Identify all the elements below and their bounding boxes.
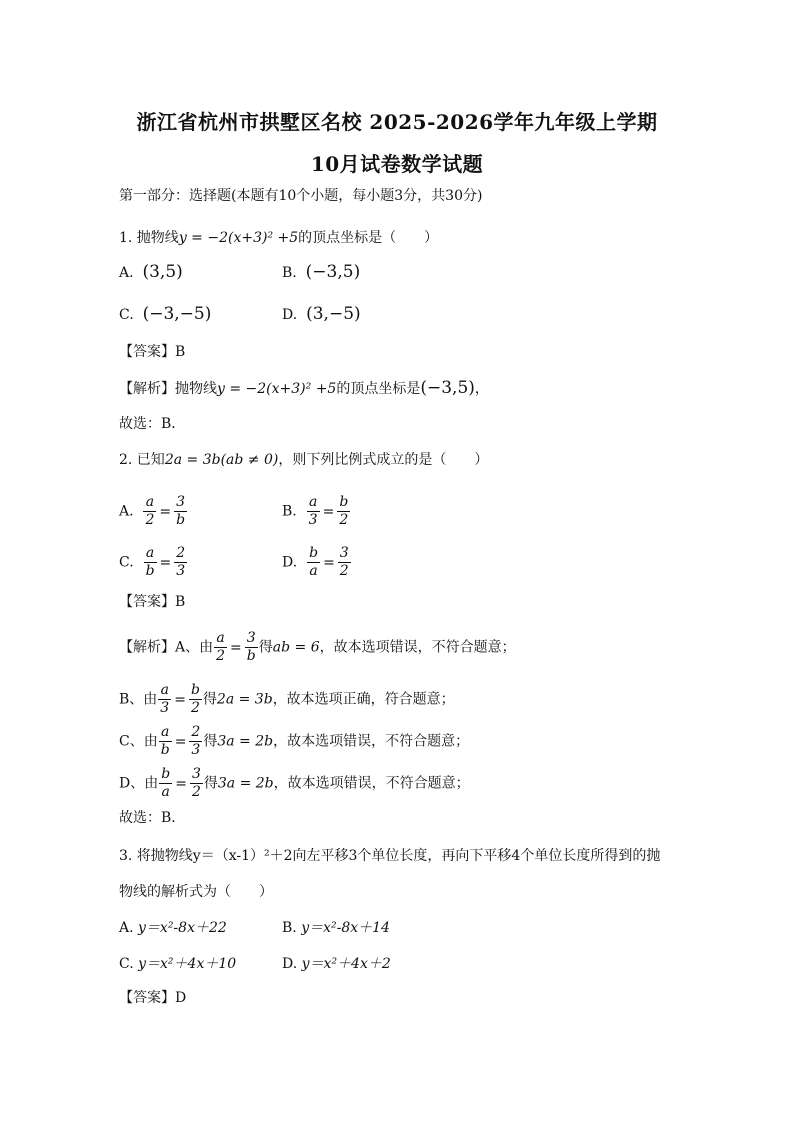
q2-conclusion: 故选：B． xyxy=(119,810,186,826)
q2-analysis-c-right-fraction: $\frac{2}{3}$ xyxy=(191,724,201,758)
q2-option-d: D. $\frac{b}{a}$ = $\frac{3}{2}$ xyxy=(282,545,349,579)
q1-option-c-label: C. xyxy=(119,307,134,323)
q2-option-d-left-fraction: $\frac{b}{a}$ xyxy=(309,545,319,579)
q2-analysis-line-b: B、由 $\frac{a}{3}$ = $\frac{b}{2}$ 得2a = 3b，故本选项正确，符合题意； xyxy=(119,682,455,716)
q2-option-c: C. $\frac{a}{b}$ = $\frac{2}{3}$ xyxy=(119,545,186,579)
document-title-line-1: 浙江省杭州市拱墅区名校 2025-2026学年九年级上学期 xyxy=(136,110,658,134)
q2-analysis-d-left-fraction: $\frac{b}{a}$ xyxy=(161,766,171,800)
q3-option-b-value: y＝x²-8x＋14 xyxy=(301,920,390,936)
q1-option-b xyxy=(282,262,360,283)
q2-analysis-line-a: 【解析】A、由 $\frac{a}{2}$ = $\frac{3}{b}$ 得ab = 6，故本选项错误，不符合题意； xyxy=(119,630,516,664)
q3-option-b xyxy=(282,918,390,938)
q1-analysis-prefix: 【解析】抛物线 xyxy=(119,381,217,397)
q2-condition: 2a = 3b(ab ≠ 0) xyxy=(164,452,279,468)
q3-option-c-value: y＝x²＋4x＋10 xyxy=(138,956,237,972)
q1-conclusion: 故选：B． xyxy=(119,416,186,432)
q1-option-c-value: (−3,−5) xyxy=(142,304,212,324)
q1-option-d-label: D. xyxy=(282,307,298,323)
q1-option-c xyxy=(119,304,211,325)
q2-analysis-a-right-fraction: $\frac{3}{b}$ xyxy=(246,630,256,664)
q3-option-d-value: y＝x²＋4x＋2 xyxy=(301,956,391,972)
q2-stem xyxy=(119,450,488,470)
q1-analysis-value: (−3,5) xyxy=(420,378,475,398)
q2-analysis-d-right-fraction: $\frac{3}{2}$ xyxy=(191,766,201,800)
q1-stem xyxy=(119,228,438,248)
q3-option-b-label: B. xyxy=(282,920,297,936)
q1-option-b-value: (−3,5) xyxy=(305,262,361,282)
q3-option-c xyxy=(119,954,236,974)
q1-answer: 【答案】B xyxy=(119,344,186,360)
q1-option-a-label: A. xyxy=(119,265,134,281)
q1-suffix: 的顶点坐标是（ ） xyxy=(298,230,439,246)
q3-stem-line-2: 物线的解析式为（ ） xyxy=(119,884,273,900)
q1-analysis-mid: 的顶点坐标是 xyxy=(336,381,421,397)
q2-analysis-b-right-fraction: $\frac{b}{2}$ xyxy=(190,682,200,716)
q2-option-d-label: D. xyxy=(282,554,298,571)
q2-analysis-a-left-fraction: $\frac{a}{2}$ xyxy=(216,630,226,664)
q2-option-c-label: C. xyxy=(119,554,134,571)
document-title-line-2: 10月试卷数学试题 xyxy=(310,152,484,176)
q2-option-c-left-fraction: $\frac{a}{b}$ xyxy=(145,545,155,579)
q2-suffix: ，则下列比例式成立的是（ ） xyxy=(278,452,489,468)
q2-option-a-left-fraction: $\frac{a}{2}$ xyxy=(145,494,155,528)
q1-analysis-end: ， xyxy=(474,381,489,397)
q2-analysis-c-left-fraction: $\frac{a}{b}$ xyxy=(160,724,170,758)
q2-analysis-line-d: D、由 $\frac{b}{a}$ = $\frac{3}{2}$ 得3a = 2b，故本选项错误，不符合题意； xyxy=(119,766,470,800)
q1-option-d-value: (3,−5) xyxy=(306,304,361,324)
q3-option-a-value: y＝x²-8x＋22 xyxy=(138,920,227,936)
q2-option-d-right-fraction: $\frac{3}{2}$ xyxy=(339,545,349,579)
q2-option-b-label: B. xyxy=(282,503,297,520)
q3-option-d xyxy=(282,954,391,974)
q2-option-b-right-fraction: $\frac{b}{2}$ xyxy=(339,494,349,528)
q3-answer: 【答案】D xyxy=(119,990,187,1006)
q1-analysis xyxy=(119,378,489,399)
q1-option-b-label: B. xyxy=(282,265,297,281)
q2-option-a-right-fraction: $\frac{3}{b}$ xyxy=(176,494,186,528)
q2-analysis-b-left-fraction: $\frac{a}{3}$ xyxy=(160,682,170,716)
q2-option-c-right-fraction: $\frac{2}{3}$ xyxy=(176,545,186,579)
q2-option-b: B. $\frac{a}{3}$ = $\frac{b}{2}$ xyxy=(282,494,349,528)
q1-formula: y = −2(x+3)² +5 xyxy=(178,230,299,246)
q1-option-a-value: (3,5) xyxy=(142,262,183,282)
q3-option-a xyxy=(119,918,227,938)
section-intro: 第一部分：选择题(本题有10个小题，每小题3分，共30分) xyxy=(119,188,483,204)
q2-option-a-label: A. xyxy=(119,503,134,520)
q1-analysis-formula: y = −2(x+3)² +5 xyxy=(217,381,337,397)
q2-prefix: 2. 已知 xyxy=(119,452,165,468)
q3-option-d-label: D. xyxy=(282,956,298,972)
q1-prefix: 1. 抛物线 xyxy=(119,230,179,246)
q2-analysis-line-c: C、由 $\frac{a}{b}$ = $\frac{2}{3}$ 得3a = 2b，故本选项错误，不符合题意； xyxy=(119,724,470,758)
q2-option-a: A. $\frac{a}{2}$ = $\frac{3}{b}$ xyxy=(119,494,186,528)
q1-option-d xyxy=(282,304,361,325)
q1-option-a xyxy=(119,262,183,283)
q2-answer: 【答案】B xyxy=(119,594,186,610)
q3-stem-line-1: 3. 将抛物线y＝（x-1）²＋2向左平移3个单位长度，再向下平移4个单位长度所得到的抛 xyxy=(119,848,661,864)
q3-option-c-label: C. xyxy=(119,956,134,972)
q2-option-b-left-fraction: $\frac{a}{3}$ xyxy=(308,494,318,528)
q3-option-a-label: A. xyxy=(119,920,134,936)
